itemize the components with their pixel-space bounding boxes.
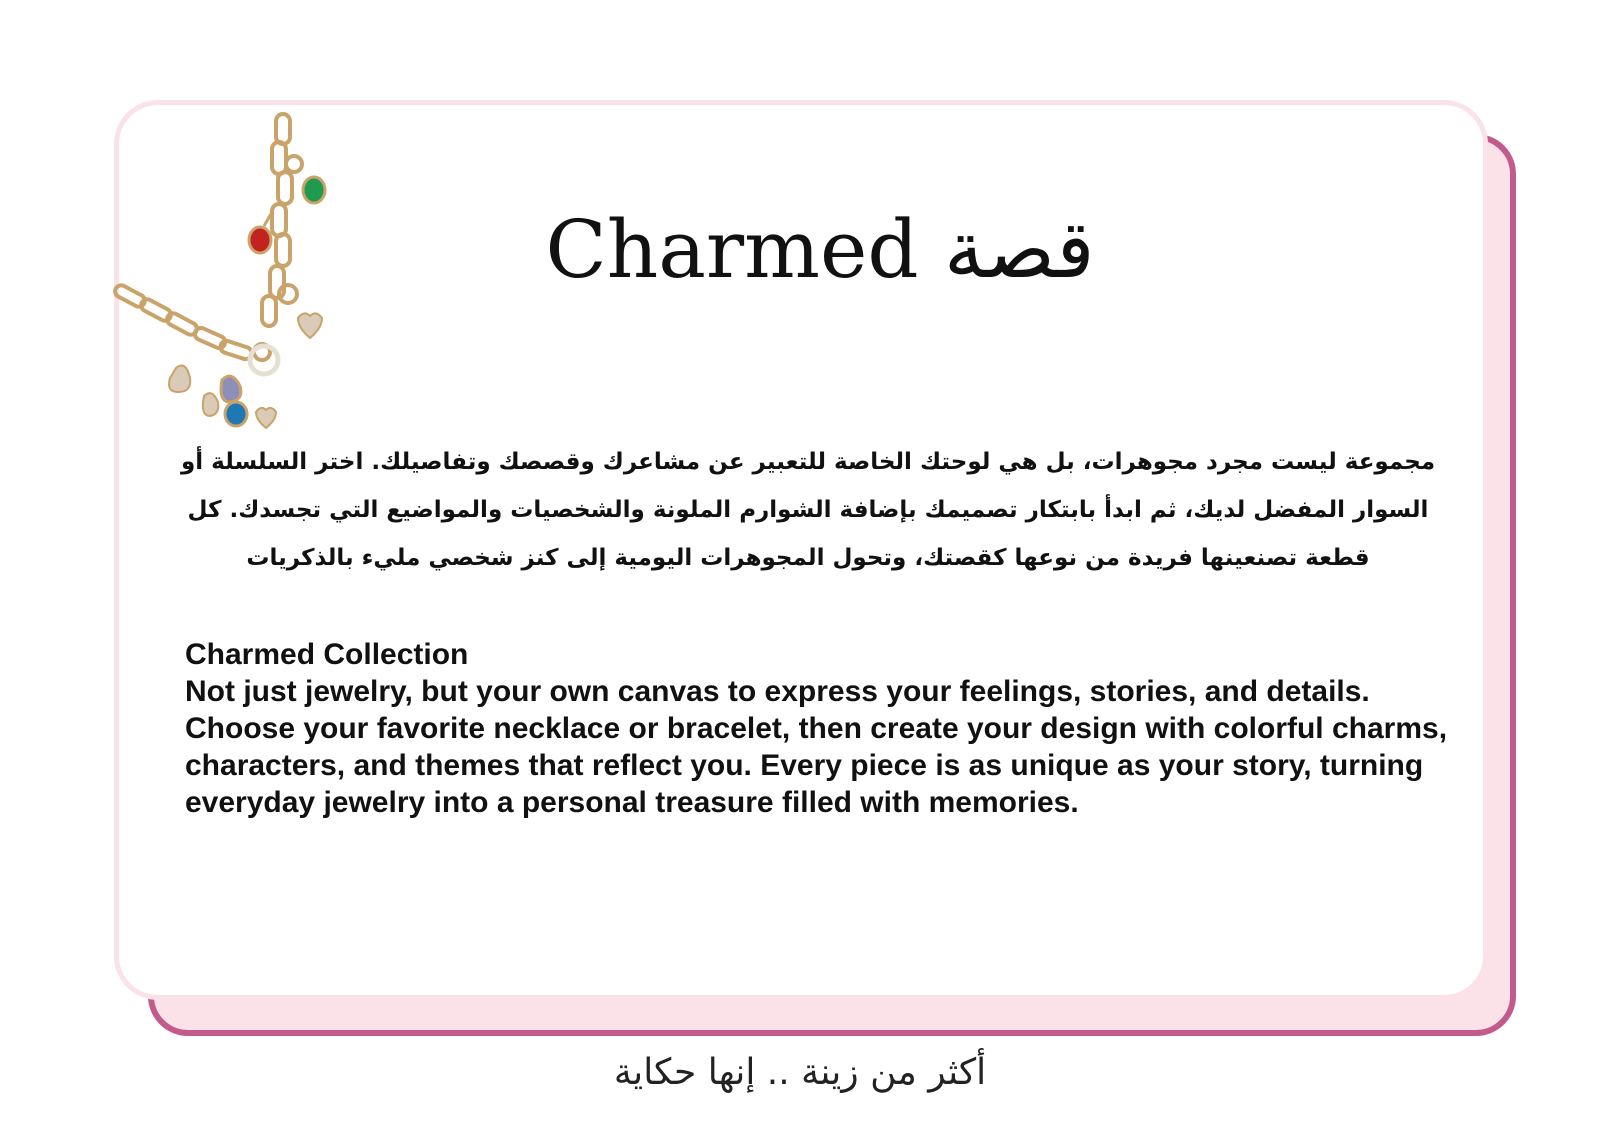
english-description-block	[185, 636, 1485, 821]
arabic-description: مجموعة ليست مجرد مجوهرات، بل هي لوحتك الخاصة للتعبير عن مشاعرك وقصصك وتفاصيلك. اختر السلسلة أو السوار المفضل لديك، ثم ابدأ بابتكار تصميمك بإضافة الشوارم الملونة والشخصيات والمواضيع التي تجسدك. كل قطعة تصنعينها فريدة من نوعها كقصتك، وتحول المجوهرات اليومية إلى كنز شخصي مليء بالذكريات	[180, 449, 1436, 571]
english-heading: Charmed Collection	[185, 638, 469, 671]
page-title: Charmed قصة	[545, 203, 1095, 296]
tagline: أكثر من زينة .. إنها حكاية	[613, 1052, 987, 1093]
english-body: Not just jewelry, but your own canvas to express your feelings, stories, and details. Choose your favorite necklace or bracelet, then create your design with colorful charms, characters, and themes that reflect you. Every piece is as unique as your story, turning everyday jewelry into a personal treasure filled with memories.	[185, 675, 1448, 819]
